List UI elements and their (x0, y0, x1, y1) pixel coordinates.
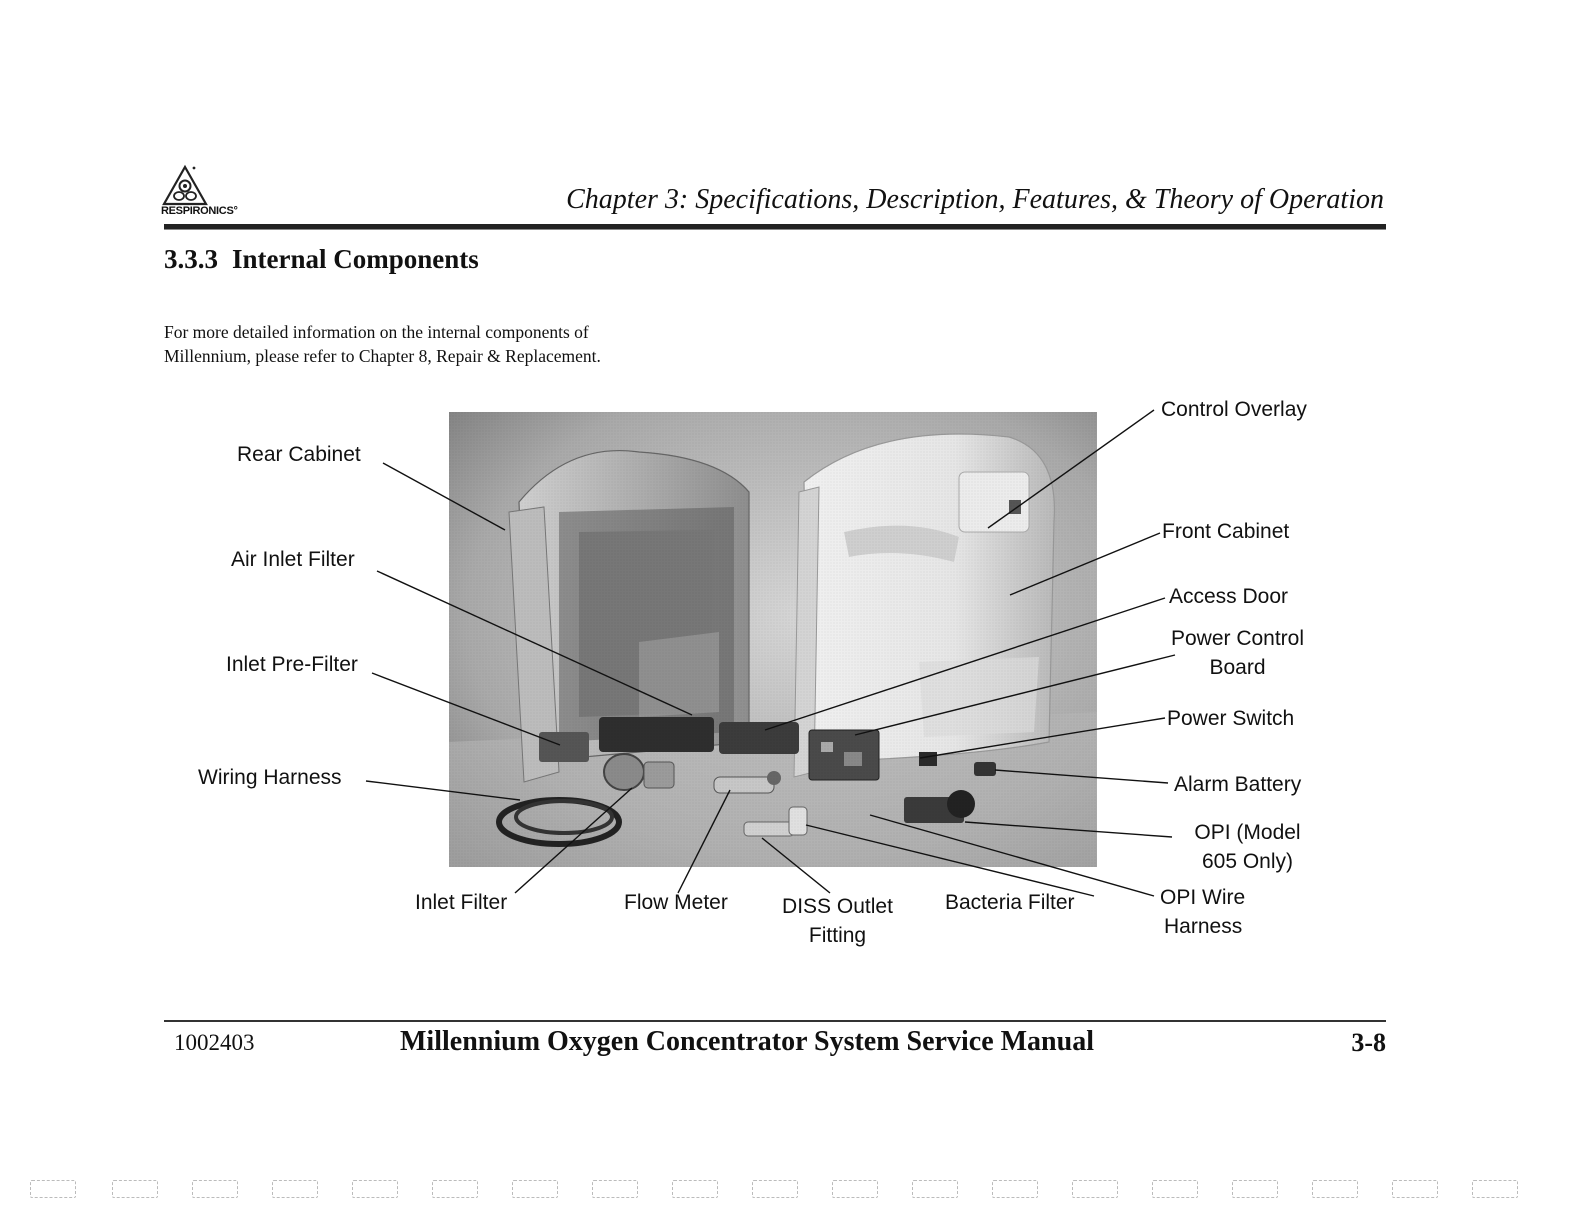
scan-mark (672, 1180, 718, 1198)
scan-mark (272, 1180, 318, 1198)
scan-mark (1232, 1180, 1278, 1198)
scan-mark (112, 1180, 158, 1198)
scan-mark (992, 1180, 1038, 1198)
section-heading (164, 244, 479, 275)
label-opi-wire-harness (1160, 883, 1245, 941)
chapter-title: Chapter 3: Specifications, Description, Features, & Theory of Operation (566, 184, 1384, 215)
intro-line-1: For more detailed information on the internal components of (164, 322, 589, 342)
label-power-control-board-line-2: Board (1209, 656, 1266, 679)
intro-line-2: Millennium, please refer to Chapter 8, Repair & Replacement. (164, 346, 601, 366)
oxygen-concentrator-exploded-photo-icon (449, 412, 1097, 867)
scan-mark (752, 1180, 798, 1198)
label-opi-wire-harness-line-1: OPI Wire (1160, 886, 1246, 909)
label-opi-wire-harness-line-2: Harness (1164, 915, 1243, 938)
scan-mark (30, 1180, 76, 1198)
label-inlet-pre-filter: Inlet Pre-Filter (226, 653, 358, 676)
scan-mark (1072, 1180, 1118, 1198)
page-number: 3-8 (1351, 1028, 1386, 1057)
label-control-overlay: Control Overlay (1161, 398, 1307, 421)
scan-mark (1392, 1180, 1438, 1198)
components-photo (449, 412, 1097, 867)
label-diss-outlet-fitting-line-2: Fitting (808, 924, 867, 947)
scan-mark (592, 1180, 638, 1198)
label-wiring-harness: Wiring Harness (198, 766, 342, 789)
label-rear-cabinet: Rear Cabinet (237, 443, 361, 466)
scan-mark (912, 1180, 958, 1198)
scan-mark (1312, 1180, 1358, 1198)
label-power-control-board-line-1: Power Control (1170, 627, 1305, 650)
footer-rule (164, 1020, 1386, 1022)
label-access-door: Access Door (1169, 585, 1289, 608)
label-power-control-board (1160, 624, 1315, 682)
scan-mark (832, 1180, 878, 1198)
label-air-inlet-filter: Air Inlet Filter (231, 548, 355, 571)
label-front-cabinet: Front Cabinet (1162, 520, 1290, 543)
label-diss-outlet-fitting (770, 892, 905, 950)
manual-title: Millennium Oxygen Concentrator System Service Manual (400, 1026, 1094, 1057)
section-number: 3.3.3 (164, 244, 218, 274)
scan-mark (192, 1180, 238, 1198)
label-flow-meter: Flow Meter (624, 891, 728, 914)
respironics-logo-icon (160, 164, 210, 208)
label-alarm-battery: Alarm Battery (1174, 773, 1302, 796)
scan-mark (352, 1180, 398, 1198)
scan-mark (1152, 1180, 1198, 1198)
label-bacteria-filter: Bacteria Filter (945, 891, 1075, 914)
header-rule (164, 224, 1386, 230)
label-diss-outlet-fitting-line-1: DISS Outlet (782, 895, 893, 918)
logo-wordmark: RESPIRONICS° (161, 205, 238, 217)
scan-mark (512, 1180, 558, 1198)
scan-mark (432, 1180, 478, 1198)
document-number: 1002403 (174, 1030, 255, 1055)
label-opi-model-605-line-2: 605 Only) (1201, 850, 1294, 873)
label-inlet-filter: Inlet Filter (415, 891, 508, 914)
label-opi-model-605-line-1: OPI (Model (1194, 821, 1301, 844)
label-opi-model-605 (1180, 818, 1315, 876)
section-title: Internal Components (232, 244, 479, 274)
scan-mark (1472, 1180, 1518, 1198)
label-power-switch: Power Switch (1167, 707, 1295, 730)
